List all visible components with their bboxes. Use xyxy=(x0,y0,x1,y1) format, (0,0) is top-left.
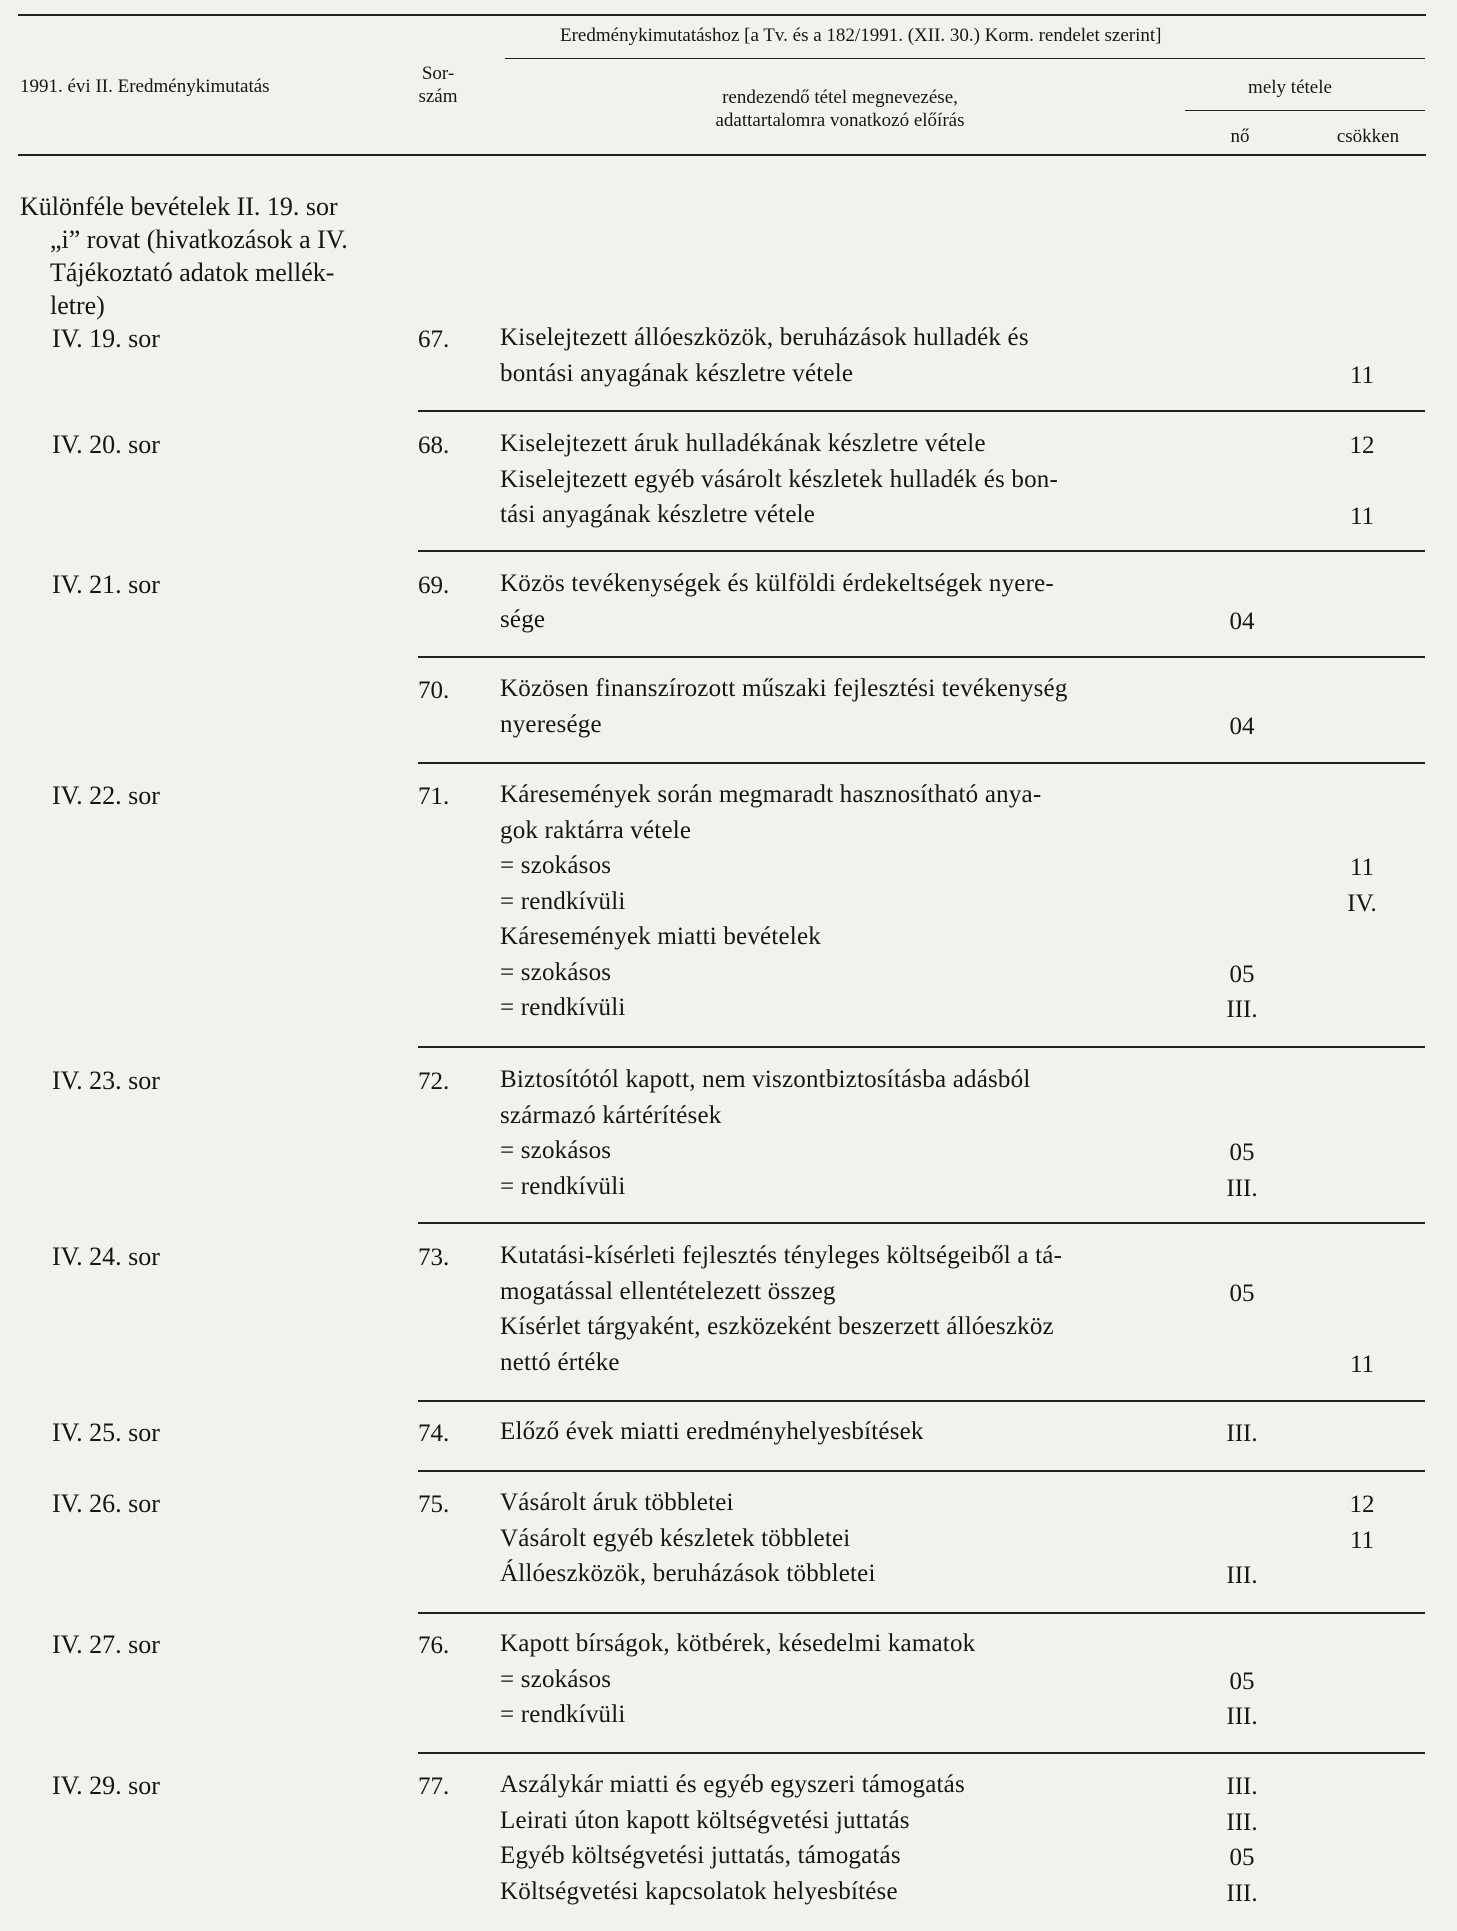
row-reference: IV. 27. sor xyxy=(52,1630,160,1659)
value-no: III. xyxy=(1226,1174,1258,1202)
row-text-line: Kapott bírságok, kötbérek, késedelmi kamatok xyxy=(500,1630,976,1657)
value-no: 05 xyxy=(1229,1667,1255,1695)
row-text-line: = szokásos xyxy=(500,1137,612,1164)
intro-line: Különféle bevételek II. 19. sor xyxy=(20,192,338,221)
row-text-line: Közösen finanszírozott műszaki fejlesztési tevékenység xyxy=(500,675,1068,702)
row-text-line: Vásárolt egyéb készletek többletei xyxy=(500,1524,851,1552)
value-no: 05 xyxy=(1229,1844,1255,1871)
value-csokken: IV. xyxy=(1347,889,1377,917)
row-text-line: sége xyxy=(500,605,546,633)
value-csokken: 11 xyxy=(1349,1350,1375,1378)
row-reference: IV. 22. sor xyxy=(52,781,160,810)
row-number: 75. xyxy=(418,1491,450,1518)
row-divider xyxy=(418,1752,1425,1754)
header-sorszam-1: Sor- xyxy=(421,63,455,84)
row-text-line: bontási anyagának készletre vétele xyxy=(500,359,854,387)
intro-left xyxy=(20,190,400,322)
value-no: 05 xyxy=(1229,1279,1255,1307)
row-text-line: = rendkívüli xyxy=(500,994,626,1021)
value-no: 05 xyxy=(1229,960,1255,988)
row-text-line: Előző évek miatti eredményhelyesbítések xyxy=(500,1418,924,1445)
value-no: 04 xyxy=(1229,712,1255,740)
row-text-line: Kiselejtezett áruk hulladékának készletre vétele xyxy=(500,430,986,457)
row-text-line: = rendkívüli xyxy=(500,1701,626,1728)
row-text-line: tási anyagának készletre vétele xyxy=(500,501,816,528)
header-col-mely: mely tétele xyxy=(1248,77,1332,98)
value-csokken: 11 xyxy=(1349,503,1375,530)
row-reference: IV. 26. sor xyxy=(52,1489,160,1518)
row-reference: IV. 20. sor xyxy=(52,430,160,459)
row-text-line: Kiselejtezett egyéb vásárolt készletek hulladék és bon- xyxy=(500,465,1059,493)
row-number: 73. xyxy=(418,1244,450,1271)
row-text-line: = szokásos xyxy=(500,958,612,986)
row-reference: IV. 29. sor xyxy=(52,1771,160,1800)
row-number: 76. xyxy=(418,1632,450,1659)
row-number: 74. xyxy=(418,1420,450,1447)
row-text-line: Egyéb költségvetési juttatás, támogatás xyxy=(500,1842,901,1869)
row-text-line: = szokásos xyxy=(500,852,612,879)
value-no: III. xyxy=(1226,1808,1258,1836)
intro-line: „i” rovat (hivatkozások a IV. xyxy=(50,225,348,254)
header-title: Eredménykimutatáshoz [a Tv. és a 182/1991. (XII. 30.) Korm. rendelet szerint] xyxy=(560,25,1162,46)
row-number: 70. xyxy=(418,677,450,704)
value-no: 04 xyxy=(1229,607,1255,635)
row-reference: IV. 21. sor xyxy=(52,570,160,599)
row-number: 68. xyxy=(418,432,450,459)
header-col-csokken: csökken xyxy=(1336,126,1400,147)
header-col-desc xyxy=(600,86,1080,132)
row-number: 72. xyxy=(418,1068,450,1095)
value-no: III. xyxy=(1226,1773,1258,1800)
row-text-line: = rendkívüli xyxy=(500,1172,626,1200)
row-reference: IV. 19. sor xyxy=(52,324,160,353)
value-no: 05 xyxy=(1229,1139,1255,1166)
value-no: III. xyxy=(1226,1703,1258,1730)
row-text-line: nyeresége xyxy=(500,710,602,738)
header-col-left: 1991. évi II. Eredménykimutatás xyxy=(20,76,270,97)
intro-line: Tájékoztató adatok mellék- xyxy=(50,258,335,287)
value-csokken: 11 xyxy=(1349,361,1375,389)
top-rule xyxy=(18,14,1426,16)
row-text-line: Közös tevékenységek és külföldi érdekeltségek nyere- xyxy=(500,570,1054,597)
row-divider xyxy=(418,550,1425,552)
header-subrule xyxy=(505,58,1425,59)
value-no: III. xyxy=(1226,996,1258,1023)
row-text-line: Állóeszközök, beruházások többletei xyxy=(500,1560,876,1587)
value-no: III. xyxy=(1226,1879,1258,1907)
row-number: 69. xyxy=(418,572,450,599)
row-reference: IV. 23. sor xyxy=(52,1066,160,1095)
row-text-line: Kutatási-kísérleti fejlesztés tényleges költségeiből a tá- xyxy=(500,1242,1063,1269)
row-text-line: Káresemények során megmaradt hasznosítható anya- xyxy=(500,781,1042,808)
row-text-line: Kiselejtezett állóeszközök, beruházások hulladék és xyxy=(500,324,1029,351)
row-text-line: Vásárolt áruk többletei xyxy=(500,1489,734,1516)
row-number: 67. xyxy=(418,326,450,353)
row-divider xyxy=(418,762,1425,764)
row-divider xyxy=(418,1222,1425,1224)
row-text-line: = rendkívüli xyxy=(500,887,626,915)
row-text-line: Aszálykár miatti és egyéb egyszeri támogatás xyxy=(500,1771,965,1798)
row-text-line: = szokásos xyxy=(500,1665,612,1693)
row-text-line: Költségvetési kapcsolatok helyesbítése xyxy=(500,1877,898,1905)
value-csokken: 12 xyxy=(1349,1491,1375,1518)
row-text-line: mogatással ellentételezett összeg xyxy=(500,1277,836,1305)
row-divider xyxy=(418,410,1425,412)
row-number: 71. xyxy=(418,783,450,810)
value-csokken: 12 xyxy=(1349,432,1375,459)
row-divider xyxy=(418,1612,1425,1614)
intro-line: letre) xyxy=(50,291,105,320)
row-divider xyxy=(418,656,1425,658)
value-csokken: 11 xyxy=(1349,854,1375,881)
header-desc-1: rendezendő tétel megnevezése, xyxy=(722,87,958,108)
row-text-line: nettó értéke xyxy=(500,1348,620,1376)
value-no: III. xyxy=(1226,1562,1258,1589)
header-sorszam-2: szám xyxy=(418,86,458,107)
header-mely-rule xyxy=(1185,110,1425,111)
row-reference: IV. 25. sor xyxy=(52,1418,160,1447)
row-text-line: Kísérlet tárgyaként, eszközeként beszerzett állóeszköz xyxy=(500,1313,1054,1340)
row-divider xyxy=(418,1470,1425,1472)
header-col-no: nő xyxy=(1230,126,1250,147)
row-divider xyxy=(418,1400,1425,1402)
row-reference: IV. 24. sor xyxy=(52,1242,160,1271)
value-no: III. xyxy=(1226,1420,1258,1447)
row-text-line: gok raktárra vétele xyxy=(500,816,692,844)
header-col-sorszam xyxy=(403,62,473,108)
row-text-line: Káresemények miatti bevételek xyxy=(500,923,821,950)
row-divider xyxy=(418,1046,1425,1048)
row-number: 77. xyxy=(418,1773,450,1800)
header-desc-2: adattartalomra vonatkozó előírás xyxy=(715,110,965,131)
row-text-line: Leirati úton kapott költségvetési juttatás xyxy=(500,1806,910,1834)
row-text-line: származó kártérítések xyxy=(500,1101,722,1129)
header-bottom-rule xyxy=(18,154,1426,156)
row-text-line: Biztosítótól kapott, nem viszontbiztosításba adásból xyxy=(500,1066,1031,1093)
value-csokken: 11 xyxy=(1349,1526,1375,1554)
